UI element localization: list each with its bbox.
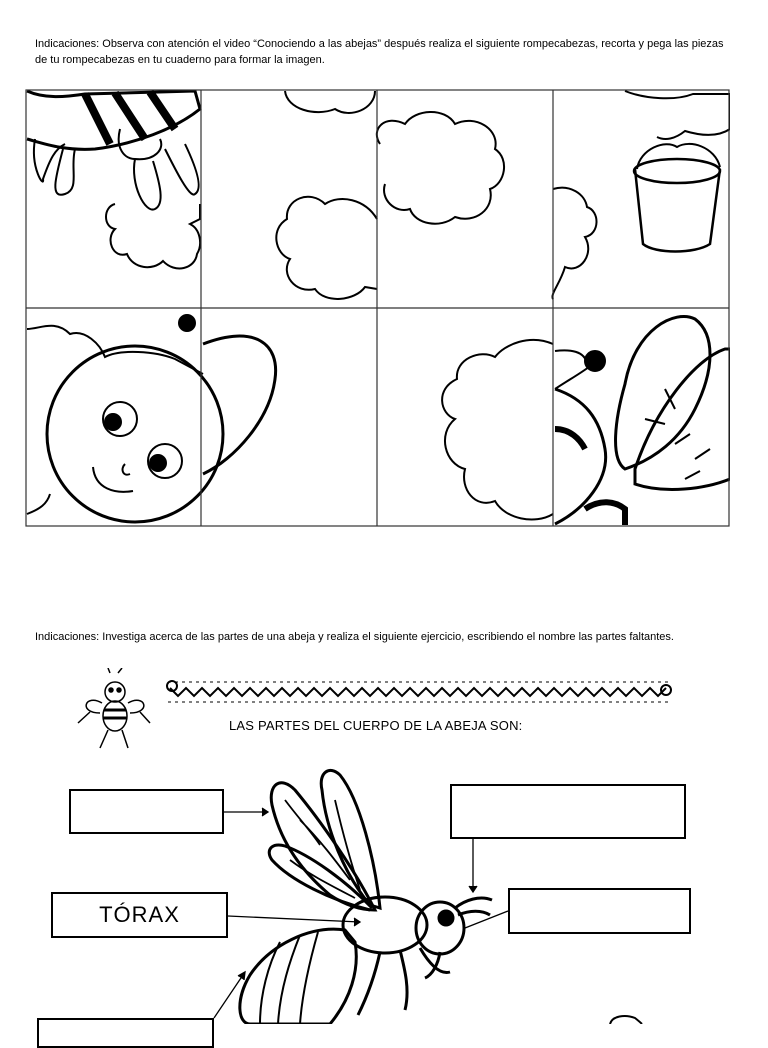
bee-parts-instructions: Indicaciones: Investiga acerca de las partes de una abeja y realiza el siguiente ejercicio, escribiendo el nombre las partes faltantes.	[35, 631, 674, 643]
puzzle-instructions: Indicaciones: Observa con atención el video “Conociendo a las abejas” después realiza el siguiente rompecabezas, recorta y pega las piezas de tu rompecabezas en tu cuaderno para formar la imagen.	[35, 38, 724, 66]
decorative-header	[60, 668, 700, 763]
abdomen-shape	[240, 929, 356, 1024]
blank-label-box-right-top[interactable]	[450, 784, 686, 839]
puzzle-piece-bucket	[625, 91, 730, 252]
blank-label-box-bottom-left[interactable]	[37, 1018, 214, 1048]
pointer-torax	[228, 916, 360, 922]
torax-label-box	[51, 892, 228, 938]
head-shape	[416, 902, 464, 954]
torax-label: TÓRAX	[99, 902, 180, 927]
bee-parts-title: LAS PARTES DEL CUERPO DE LA ABEJA SON:	[229, 718, 523, 733]
blank-label-box-right-mid[interactable]	[508, 888, 691, 934]
puzzle-piece-bee-legs	[27, 91, 200, 268]
small-bee-icon	[78, 668, 150, 748]
puzzle-piece-bee-face	[27, 315, 276, 522]
zigzag-banner	[167, 681, 671, 702]
bee-puzzle	[25, 89, 730, 527]
puzzle-piece-bee-wings	[555, 317, 730, 525]
blank-label-box-left-top[interactable]	[69, 789, 224, 834]
